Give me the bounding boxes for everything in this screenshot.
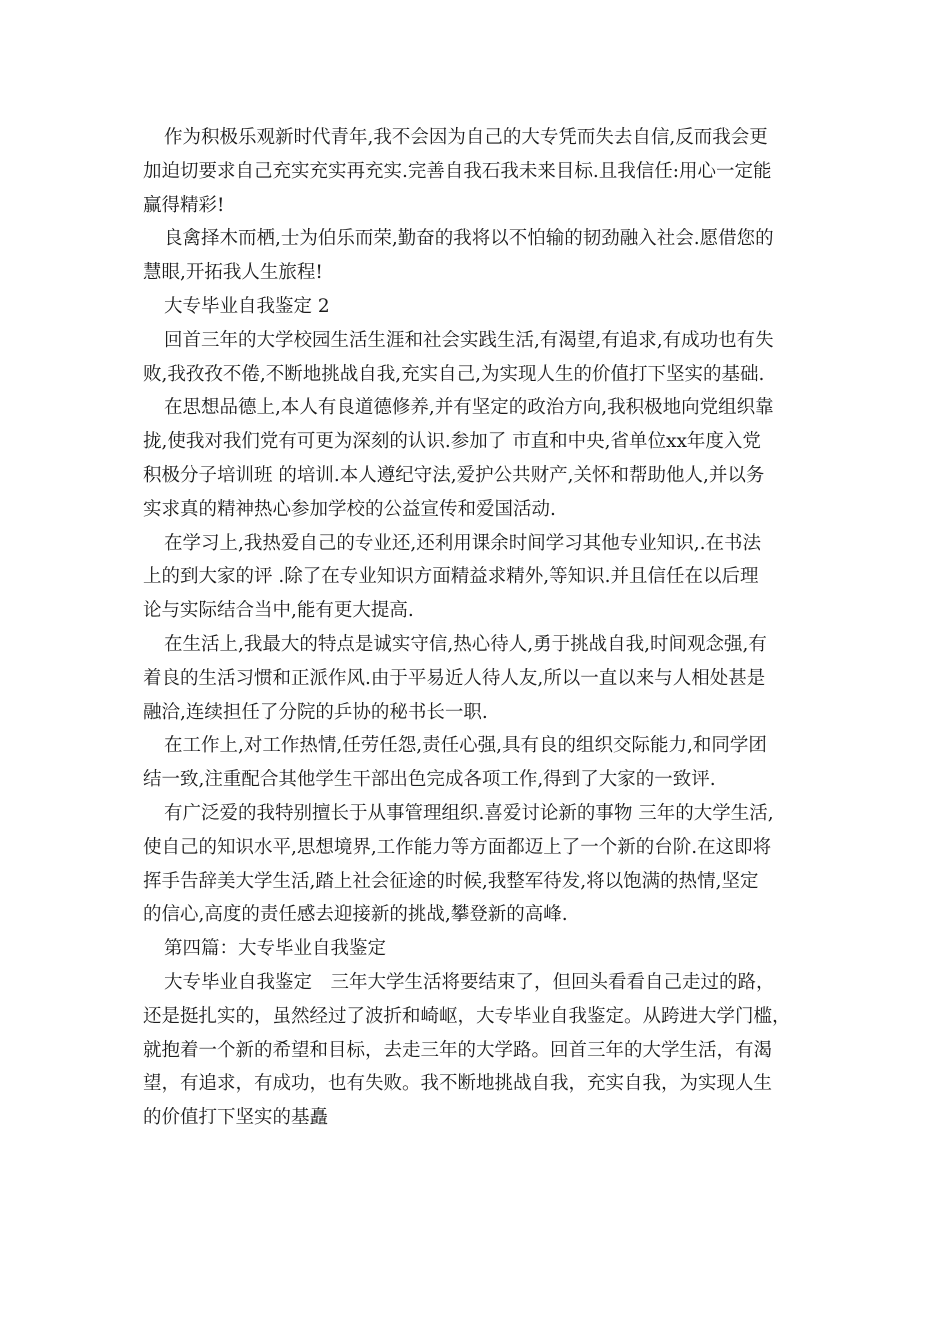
text-line: 着良的生活习惯和正派作风.由于平易近人待人友,所以一直以来与人相处甚是 bbox=[143, 667, 766, 689]
text-line: 拢,使我对我们党有可更为深刻的认识.参加了 市直和中央,省单位xx年度入党 bbox=[143, 431, 761, 453]
text-line: 论与实际结合当中,能有更大提高. bbox=[143, 600, 414, 622]
text-line: 望，有追求，有成功，也有失败。我不断地挑战自我，充实自我，为实现人生 bbox=[143, 1073, 773, 1095]
text-line: 实求真的精神热心参加学校的公益宣传和爱国活动. bbox=[143, 498, 556, 520]
text-line: 慧眼,开拓我人生旅程! bbox=[143, 262, 323, 284]
text-line: 作为积极乐观新时代青年,我不会因为自己的大专凭而失去自信,反而我会更 bbox=[164, 127, 768, 148]
text-line: 加迫切要求自己充实充实再充实.完善自我石我未来目标.且我信任:用心一定能 bbox=[143, 160, 772, 182]
text-line: 回首三年的大学校园生活生涯和社会实践生活,有渴望,有追求,有成功也有失 bbox=[164, 329, 774, 351]
text-line: 有广泛爱的我特别擅长于从事管理组织.喜爱讨论新的事物 三年的大学生活, bbox=[164, 802, 774, 824]
text-line: 还是挺扎实的，虽然经过了波折和崎岖，大专毕业自我鉴定。从跨进大学门槛， bbox=[143, 1005, 791, 1027]
text-line: 大专毕业自我鉴定 三年大学生活将要结束了，但回头看看自己走过的路， bbox=[164, 971, 775, 993]
text-line: 在思想品德上,本人有良道德修养,并有坚定的政治方向,我积极地向党组织靠 bbox=[164, 397, 774, 419]
text-line: 积极分子培训班 的培训.本人遵纪守法,爱护公共财产,关怀和帮助他人,并以务 bbox=[143, 464, 765, 486]
text-line: 融洽,连续担任了分院的乒协的秘书长一职. bbox=[143, 701, 488, 723]
text-line: 第四篇：大专毕业自我鉴定 bbox=[164, 938, 387, 960]
document-body bbox=[143, 121, 808, 1135]
text-line: 的信心,高度的责任感去迎接新的挑战,攀登新的高峰. bbox=[143, 904, 568, 926]
text-line: 就抱着一个新的希望和目标，去走三年的大学路。回首三年的大学生活，有渴 bbox=[143, 1039, 773, 1061]
text-line: 挥手告辞美大学生活,踏上社会征途的时候,我整军待发,将以饱满的热情,坚定 bbox=[143, 870, 759, 892]
text-line: 良禽择木而栖,士为伯乐而荣,勤奋的我将以不怕输的韧劲融入社会.愿借您的 bbox=[164, 228, 774, 250]
text-line: 在生活上,我最大的特点是诚实守信,热心待人,勇于挑战自我,时间观念强,有 bbox=[164, 633, 767, 655]
text-line: 败,我孜孜不倦,不断地挑战自我,充实自己,为实现人生的价值打下坚实的基础. bbox=[143, 363, 765, 385]
text-line: 大专毕业自我鉴定 2 bbox=[164, 295, 330, 317]
text-line: 上的到大家的评 .除了在专业知识方面精益求精外,等知识.并且信任在以后理 bbox=[143, 566, 759, 588]
text-line: 的价值打下坚实的基矗 bbox=[143, 1107, 329, 1129]
text-line: 赢得精彩! bbox=[143, 194, 225, 216]
text-line: 在学习上,我热爱自己的专业还,还利用课余时间学习其他专业知识,.在书法 bbox=[164, 532, 762, 554]
text-line: 在工作上,对工作热情,任劳任怨,责任心强,具有良的组织交际能力,和同学团 bbox=[164, 735, 767, 757]
text-line: 结一致,注重配合其他学生干部出色完成各项工作,得到了大家的一致评. bbox=[143, 769, 716, 791]
text-line: 使自己的知识水平,思想境界,工作能力等方面都迈上了一个新的台阶.在这即将 bbox=[143, 836, 772, 858]
